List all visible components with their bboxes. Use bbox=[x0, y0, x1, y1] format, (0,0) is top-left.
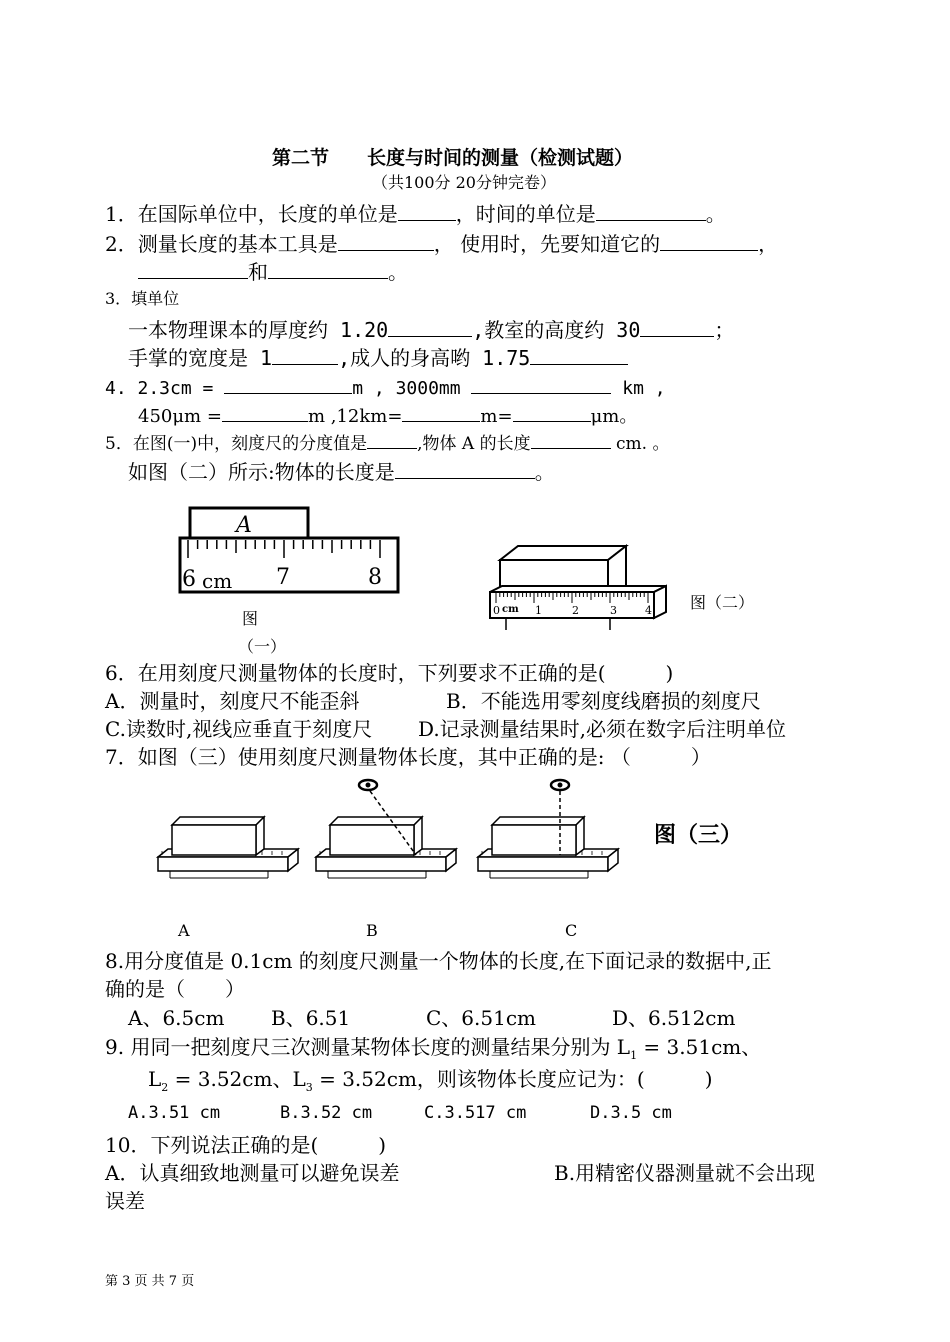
tick-label-3: 3 bbox=[610, 604, 617, 617]
ruler-body bbox=[316, 857, 446, 871]
question-2-line2: 和 。 bbox=[138, 258, 408, 285]
page-footer: 第 3 页 共 7 页 bbox=[105, 1274, 195, 1289]
block bbox=[172, 825, 256, 855]
figure-3-panel bbox=[158, 817, 298, 878]
figure-3-label-c: C bbox=[565, 921, 578, 940]
tick-label-7: 7 bbox=[276, 565, 290, 590]
question-2: 2．测量长度的基本工具是 ， 使用时，先要知道它的 ， bbox=[105, 232, 779, 256]
answer-blank[interactable] bbox=[596, 200, 706, 221]
question-6-option-a[interactable]: A．测量时，刻度尺不能歪斜 bbox=[105, 689, 360, 713]
tick-label-0: 0 bbox=[493, 604, 500, 617]
question-10-option-b[interactable]: B.用精密仪器测量就不会出现 bbox=[554, 1161, 816, 1185]
question-6-stem: 6．在用刻度尺测量物体的长度时，下列要求不正确的是( ) bbox=[105, 661, 674, 685]
answer-blank[interactable] bbox=[471, 373, 611, 394]
answer-blank[interactable] bbox=[388, 316, 472, 337]
block-a-label: A bbox=[236, 513, 252, 538]
answer-blank[interactable] bbox=[398, 200, 456, 221]
question-6-option-c[interactable]: C.读数时,视线应垂直于刻度尺 bbox=[105, 717, 373, 741]
answer-blank[interactable] bbox=[660, 230, 758, 251]
tick-label-1: 1 bbox=[535, 604, 542, 617]
question-9-option-a[interactable]: A.3.51 cm bbox=[128, 1103, 221, 1123]
figure-2-caption: 图（二） bbox=[690, 593, 755, 612]
figure-1-caption-2: （一） bbox=[238, 637, 287, 656]
answer-blank[interactable] bbox=[272, 344, 338, 365]
question-10-option-a[interactable]: A．认真细致地测量可以避免误差 bbox=[105, 1161, 400, 1185]
page-title: 第二节 长度与时间的测量（检测试题） bbox=[272, 147, 634, 169]
question-6-option-d[interactable]: D.记录测量结果时,必须在数字后注明单位 bbox=[418, 717, 787, 741]
question-4-line1: 4. 2.3cm = m , 3000mm km , bbox=[105, 373, 666, 402]
block bbox=[492, 825, 576, 855]
question-8-option-a[interactable]: A、6.5cm bbox=[128, 1006, 225, 1030]
question-10-option-b-cont: 误差 bbox=[105, 1189, 145, 1213]
answer-blank[interactable] bbox=[402, 401, 480, 422]
ruler-body bbox=[478, 857, 608, 871]
question-3-line2: 手掌的宽度是 1 ,成人的身高哟 1.75 bbox=[128, 344, 628, 371]
question-8-option-d[interactable]: D、6.512cm bbox=[612, 1006, 736, 1030]
answer-blank[interactable] bbox=[531, 432, 611, 449]
question-1: 1．在国际单位中，长度的单位是 ，时间的单位是 。 bbox=[105, 202, 726, 226]
figure-1-caption: 图 bbox=[242, 609, 259, 628]
answer-blank[interactable] bbox=[530, 344, 628, 365]
tick-label-8: 8 bbox=[368, 565, 382, 590]
page-subtitle: （共100分 20分钟完卷） bbox=[372, 173, 556, 192]
figure-3-label-b: B bbox=[366, 921, 378, 940]
answer-blank[interactable] bbox=[224, 373, 352, 394]
question-5-line1: 5．在图(一)中，刻度尺的分度值是 ,物体 A 的长度 cm. 。 bbox=[105, 434, 670, 454]
unit-label: cm bbox=[202, 569, 233, 593]
tick-label-6: 6 bbox=[182, 567, 196, 592]
figure-3-diagrams bbox=[140, 775, 640, 885]
figure-3-caption: 图（三） bbox=[654, 823, 743, 848]
answer-blank[interactable] bbox=[513, 401, 591, 422]
question-5-line2: 如图（二）所示:物体的长度是 。 bbox=[128, 460, 555, 484]
figure-3-label-a: A bbox=[178, 921, 190, 940]
answer-blank[interactable] bbox=[395, 458, 535, 479]
figure-3-panel bbox=[478, 780, 618, 878]
question-3-heading: 3．填单位 bbox=[105, 289, 180, 308]
question-8-stem-2: 确的是（ ） bbox=[105, 977, 245, 1001]
question-9-stem: 9. 用同一把刻度尺三次测量某物体长度的测量结果分别为 $L_1 = 3.51cm$、 bbox=[105, 1035, 762, 1062]
question-8-stem: 8.用分度值是 0.1cm 的刻度尺测量一个物体的长度,在下面记录的数据中,正 bbox=[105, 949, 772, 973]
question-4-line2: 450μm = m ,12km= m= μm。 bbox=[138, 401, 637, 430]
question-8-option-c[interactable]: C、6.51cm bbox=[426, 1006, 536, 1030]
figure-1-ruler bbox=[170, 500, 410, 600]
figure-3-panel bbox=[316, 780, 456, 878]
answer-blank[interactable] bbox=[222, 401, 308, 422]
question-9-option-d[interactable]: D.3.5 cm bbox=[590, 1103, 672, 1123]
answer-blank[interactable] bbox=[640, 316, 714, 337]
question-8-option-b[interactable]: B、6.51 bbox=[271, 1006, 351, 1030]
answer-blank[interactable] bbox=[268, 258, 388, 279]
question-9-option-c[interactable]: C.3.517 cm bbox=[424, 1103, 527, 1123]
question-9-stem-2: $L_2 = 3.52cm$、$L_3 = 3.52cm$，则该物体长度应记为：( ) bbox=[148, 1067, 713, 1094]
question-9-option-b[interactable]: B.3.52 cm bbox=[280, 1103, 373, 1123]
ruler-body bbox=[158, 857, 288, 871]
answer-blank[interactable] bbox=[338, 230, 434, 251]
tick-label-4: 4 bbox=[645, 604, 652, 617]
figure-2-ruler bbox=[480, 540, 670, 635]
question-6-option-b[interactable]: B．不能选用零刻度线磨损的刻度尺 bbox=[446, 689, 761, 713]
question-10-stem: 10．下列说法正确的是( ) bbox=[105, 1133, 387, 1157]
tick-label-2: 2 bbox=[572, 604, 579, 617]
question-3-line1: 一本物理课本的厚度约 1.20 ,教室的高度约 30 ； bbox=[128, 318, 735, 342]
answer-blank[interactable] bbox=[367, 432, 417, 449]
block bbox=[330, 825, 414, 855]
question-7-stem: 7．如图（三）使用刻度尺测量物体长度，其中正确的是: （ ） bbox=[105, 745, 711, 769]
answer-blank[interactable] bbox=[138, 258, 248, 279]
unit-label: cm bbox=[502, 604, 519, 615]
